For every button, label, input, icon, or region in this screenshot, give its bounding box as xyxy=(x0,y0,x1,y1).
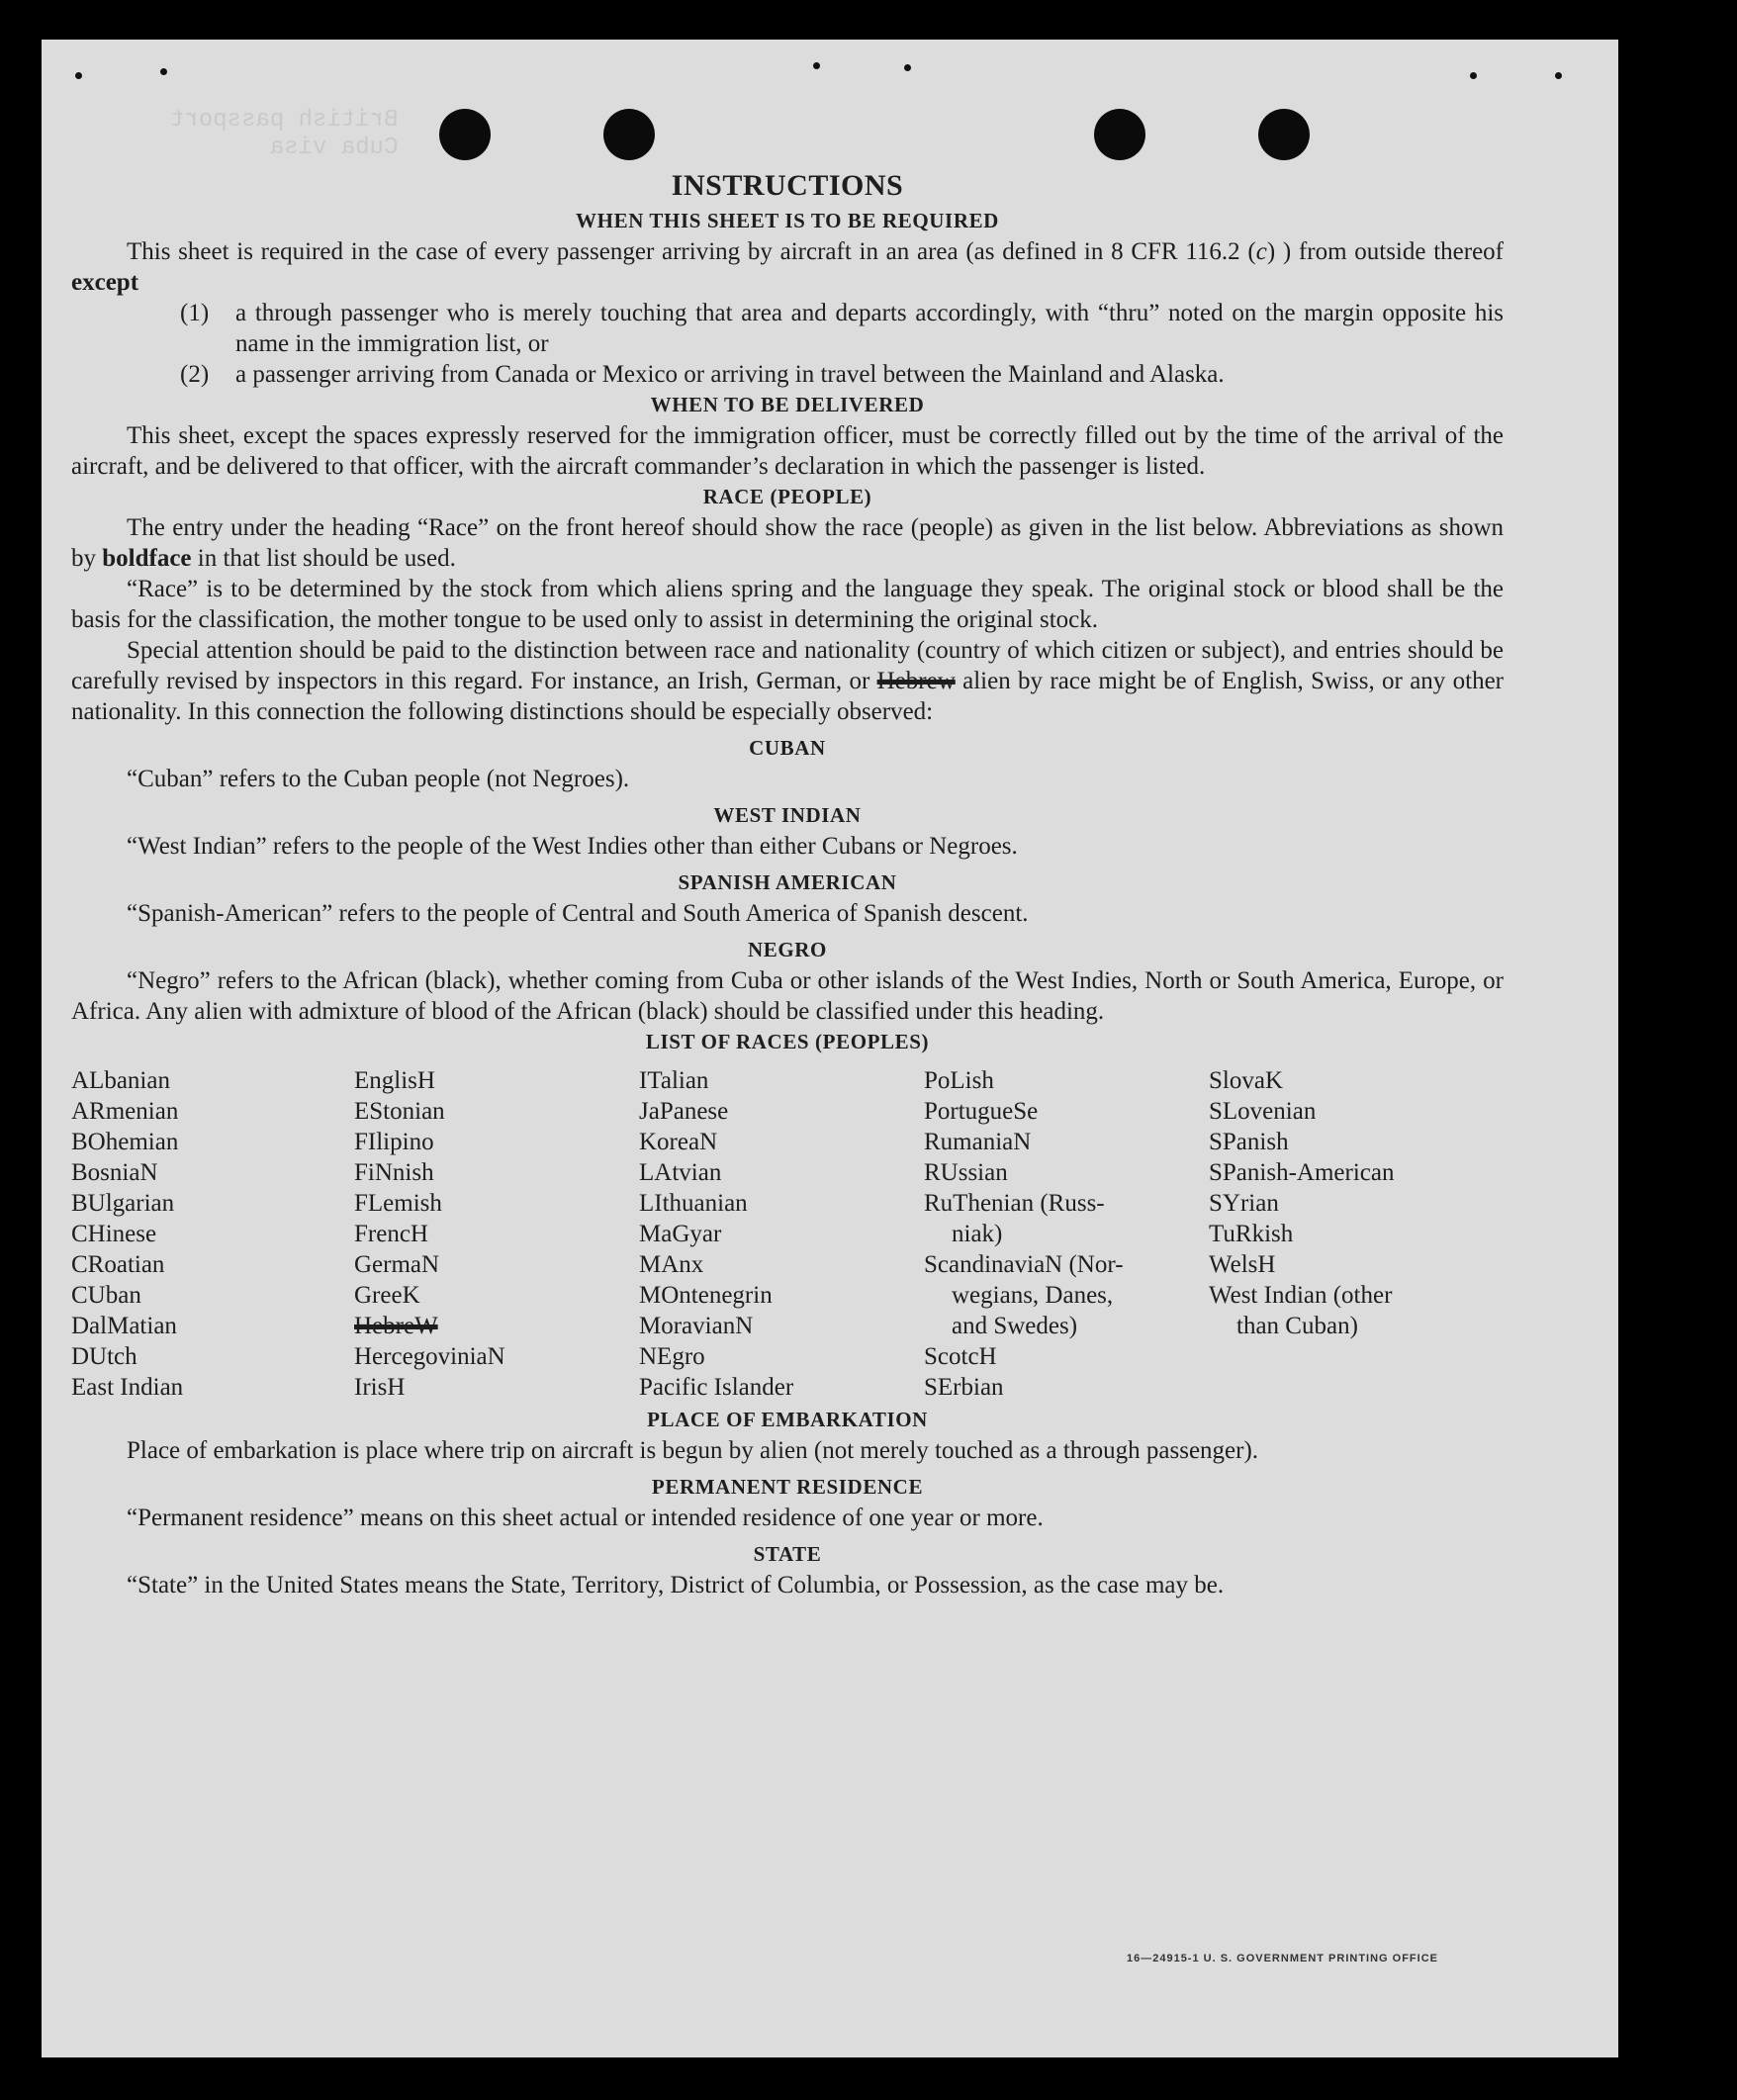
punch-hole xyxy=(1094,109,1145,160)
when-required-intro: This sheet is required in the case of every passenger arriving by aircraft in an area (as defined in 8 CFR 116.2 (c) ) from outside thereof except xyxy=(71,238,1504,296)
race-entry: niak) xyxy=(952,1221,1003,1247)
spanish-american-text: “Spanish-American” refers to the people of Central and South America of Spanish descent. xyxy=(127,900,1029,927)
race-column xyxy=(924,1065,1209,1403)
heading-race: RACE (PEOPLE) xyxy=(702,485,872,508)
race-entry: EnglisH xyxy=(354,1067,435,1094)
exception-item-2 xyxy=(71,359,1504,390)
race-entry: RumaniaN xyxy=(924,1129,1032,1155)
race-entry: ScandinaviaN (Nor- xyxy=(924,1251,1124,1278)
speck xyxy=(160,68,167,75)
bleed-through-text: British passport Cuba visa xyxy=(170,107,399,161)
item-text: a through passenger who is merely touching that area and departs accordingly, with “thru” noted on the margin opposite his name in the immigration list, or xyxy=(235,300,1504,357)
race-column xyxy=(71,1065,354,1403)
race-entry: RuThenian (Russ- xyxy=(924,1190,1105,1217)
speck xyxy=(813,62,820,69)
race-column xyxy=(354,1065,639,1403)
race-entry: KoreaN xyxy=(639,1129,718,1155)
race-entry: GreeK xyxy=(354,1282,420,1309)
race-entry: than Cuban) xyxy=(1236,1313,1358,1339)
race-entry: wegians, Danes, xyxy=(952,1282,1114,1309)
heading-embarkation: PLACE OF EMBARKATION xyxy=(647,1408,928,1431)
race-entry: SLovenian xyxy=(1209,1098,1317,1125)
race-entry: FiNnish xyxy=(354,1159,434,1186)
heading-cuban: CUBAN xyxy=(749,736,826,760)
race-entry: NEgro xyxy=(639,1343,705,1370)
punch-hole xyxy=(1258,109,1310,160)
race-entry: MOntenegrin xyxy=(639,1282,773,1309)
item-number: (1) xyxy=(180,300,210,326)
heading-when-delivered: WHEN TO BE DELIVERED xyxy=(650,393,925,416)
speck xyxy=(1470,72,1477,79)
heading-when-required: WHEN THIS SHEET IS TO BE REQUIRED xyxy=(576,209,999,232)
state-text: “State” in the United States means the State, Territory, District of Columbia, or Possession, as the case may be. xyxy=(127,1572,1225,1598)
race-paragraph-3: Special attention should be paid to the distinction between race and nationality (country of which citizen or subject), and entries should be carefully revised by inspectors in this regard. For instance, an Irish, German, or Hebrew alien by race might be of English, Swiss, or any other nationality. In this connection the following distinctions should be especially observed: xyxy=(71,637,1505,725)
race-entry: PortugueSe xyxy=(924,1098,1039,1125)
race-entry: CHinese xyxy=(71,1221,157,1247)
race-entry: CRoatian xyxy=(71,1251,165,1278)
race-paragraph-2: “Race” is to be determined by the stock from which aliens spring and the language they speak. The original stock or blood shall be the basis for the classification, the mother tongue to be used only to assist in determining the original stock. xyxy=(71,576,1504,633)
race-entry: IrisH xyxy=(354,1374,406,1401)
struck-word: Hebrew xyxy=(876,668,956,694)
race-entry: TuRkish xyxy=(1209,1221,1294,1247)
race-entry: WelsH xyxy=(1209,1251,1276,1278)
page-title: INSTRUCTIONS xyxy=(671,169,904,202)
race-entry: West Indian (other xyxy=(1209,1282,1393,1309)
race-entry: ScotcH xyxy=(924,1343,997,1370)
race-entry: FIlipino xyxy=(354,1129,434,1155)
residence-text: “Permanent residence” means on this sheet actual or intended residence of one year or more. xyxy=(127,1505,1044,1531)
race-entry: MAnx xyxy=(639,1251,704,1278)
race-entry: LAtvian xyxy=(639,1159,722,1186)
item-number: (2) xyxy=(180,361,210,388)
embarkation-text: Place of embarkation is place where trip on aircraft is begun by alien (not merely touched as a through passenger). xyxy=(127,1437,1259,1464)
print-code: 16—24915-1 U. S. GOVERNMENT PRINTING OFFICE xyxy=(1126,1953,1438,1964)
race-entry: MoravianN xyxy=(639,1313,754,1339)
race-entry: BosniaN xyxy=(71,1159,158,1186)
race-entry: SlovaK xyxy=(1209,1067,1283,1094)
exception-item-1 xyxy=(71,298,1504,359)
race-entry: SPanish xyxy=(1209,1129,1289,1155)
heading-negro: NEGRO xyxy=(747,938,827,961)
heading-list-of-races: LIST OF RACES (PEOPLES) xyxy=(645,1030,930,1053)
race-entry: HercegoviniaN xyxy=(354,1343,505,1370)
race-entry: EStonian xyxy=(354,1098,445,1125)
cuban-text: “Cuban” refers to the Cuban people (not Negroes). xyxy=(127,766,630,792)
race-entry: SYrian xyxy=(1209,1190,1279,1217)
heading-west-indian: WEST INDIAN xyxy=(713,803,862,827)
race-entry: FLemish xyxy=(354,1190,442,1217)
race-column xyxy=(1209,1065,1506,1403)
race-entry: ARmenian xyxy=(71,1098,179,1125)
race-entry: BUlgarian xyxy=(71,1190,175,1217)
race-entry: LIthuanian xyxy=(639,1190,748,1217)
instructions-body xyxy=(71,166,1504,1600)
race-entry: SPanish-American xyxy=(1209,1159,1395,1186)
race-column xyxy=(639,1065,924,1403)
race-entry: RUssian xyxy=(924,1159,1008,1186)
race-entry: Pacific Islander xyxy=(639,1374,794,1401)
race-entry: GermaN xyxy=(354,1251,440,1278)
race-entry: ALbanian xyxy=(71,1067,170,1094)
race-entry: DalMatian xyxy=(71,1313,177,1339)
race-list xyxy=(71,1065,1504,1403)
race-entry: and Swedes) xyxy=(952,1313,1078,1339)
race-entry: CUban xyxy=(71,1282,141,1309)
punch-hole xyxy=(439,109,491,160)
heading-state: STATE xyxy=(753,1542,822,1566)
speck xyxy=(1555,72,1562,79)
heading-spanish-american: SPANISH AMERICAN xyxy=(678,870,897,894)
race-entry: HebreW xyxy=(354,1313,438,1339)
punch-hole xyxy=(603,109,655,160)
west-indian-text: “West Indian” refers to the people of the West Indies other than either Cubans or Negroes. xyxy=(127,833,1018,860)
speck xyxy=(904,64,911,71)
negro-text: “Negro” refers to the African (black), whether coming from Cuba or other islands of the West Indies, North or South America, Europe, or Africa. Any alien with admixture of blood of the African (black) should be classified under this heading. xyxy=(71,967,1504,1025)
race-entry: DUtch xyxy=(71,1343,137,1370)
race-entry: BOhemian xyxy=(71,1129,179,1155)
document-page xyxy=(42,40,1618,2057)
when-delivered-text: This sheet, except the spaces expressly reserved for the immigration officer, must be correctly filled out by the time of the arrival of the aircraft, and be delivered to that officer, with the aircraft commander’s declaration in which the passenger is listed. xyxy=(71,422,1504,480)
race-paragraph-1: The entry under the heading “Race” on the front hereof should show the race (people) as given in the list below. Abbreviations as shown by boldface in that list should be used. xyxy=(71,514,1504,572)
race-entry: East Indian xyxy=(71,1374,184,1401)
item-text: a passenger arriving from Canada or Mexico or arriving in travel between the Mainland and Alaska. xyxy=(235,361,1225,388)
race-entry: JaPanese xyxy=(639,1098,729,1125)
race-entry: ITalian xyxy=(639,1067,709,1094)
race-entry: MaGyar xyxy=(639,1221,722,1247)
race-entry: FrencH xyxy=(354,1221,428,1247)
heading-permanent-residence: PERMANENT RESIDENCE xyxy=(651,1475,924,1499)
race-entry: SErbian xyxy=(924,1374,1004,1401)
race-entry: PoLish xyxy=(924,1067,994,1094)
speck xyxy=(75,72,82,79)
